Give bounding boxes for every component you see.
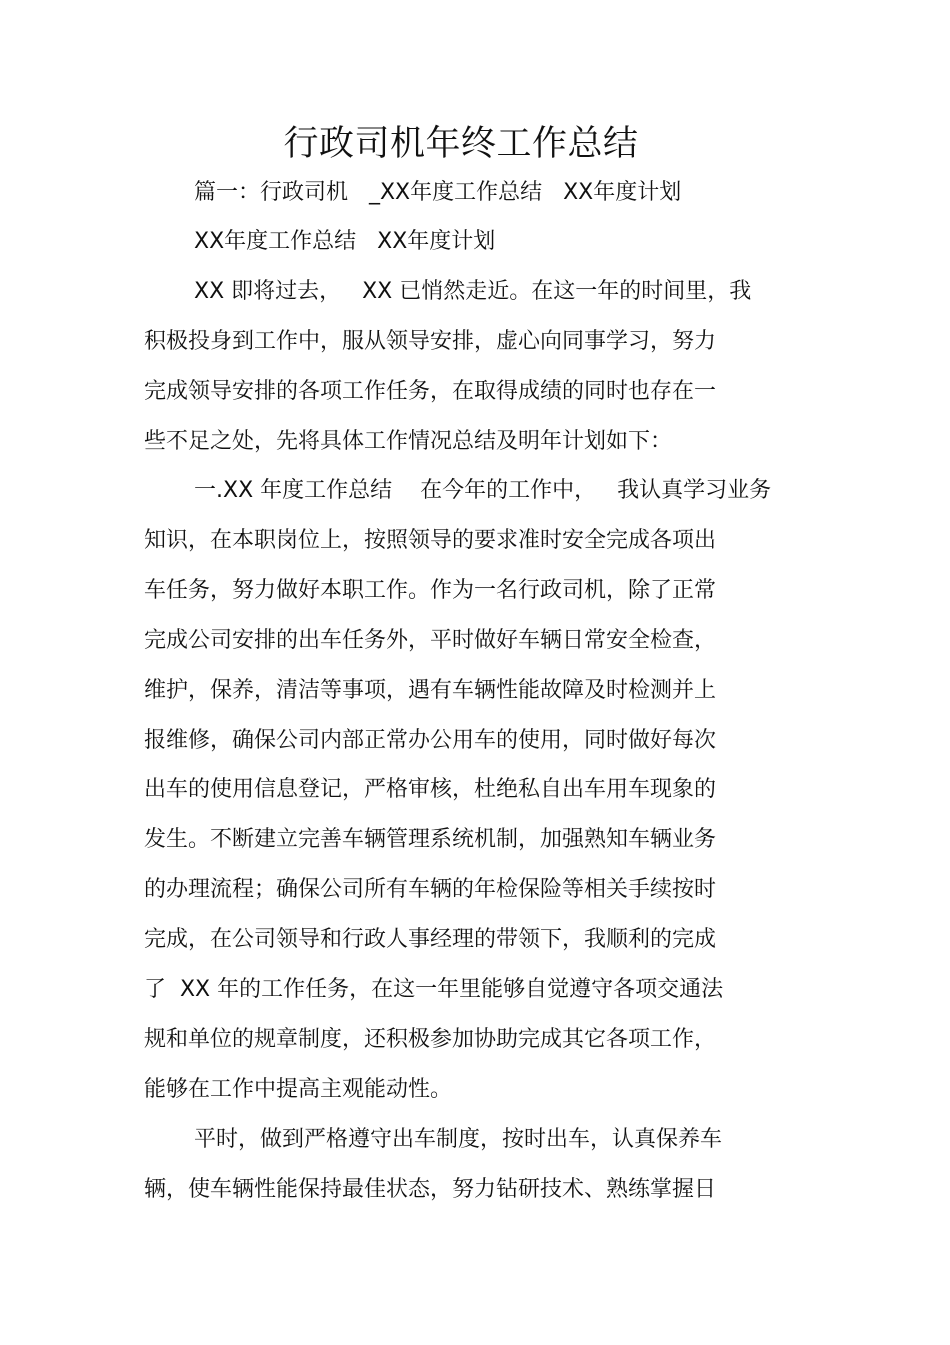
paragraph-line: 出车的使用信息登记，严格审核，杜绝私自出车用车现象的 (144, 777, 717, 802)
paragraph-line: 些不足之处，先将具体工作情况总结及明年计划如下： (144, 429, 673, 454)
paragraph-line: 的办理流程；确保公司所有车辆的年检保险等相关手续按时 (144, 877, 717, 902)
paragraph-line: 了 XX 年的工作任务，在这一年里能够自觉遵守各项交通法 (144, 977, 724, 1002)
paragraph-line: 积极投身到工作中，服从领导安排，虚心向同事学习，努力 (144, 329, 717, 354)
paragraph-line: 一.XX 年度工作总结 在今年的工作中， 我认真学习业务 (194, 478, 772, 503)
paragraph-line: 能够在工作中提高主观能动性。 (144, 1077, 453, 1102)
paragraph-line: 车任务，努力做好本职工作。作为一名行政司机，除了正常 (144, 578, 717, 603)
subtitle-line: XX年度工作总结 XX年度计划 (194, 229, 496, 254)
paragraph-line: 维护，保养，清洁等事项，遇有车辆性能故障及时检测并上 (144, 678, 717, 703)
paragraph-line: 知识，在本职岗位上，按照领导的要求准时安全完成各项出 (144, 528, 717, 553)
paragraph-line: 报维修，确保公司内部正常办公用车的使用，同时做好每次 (144, 728, 717, 753)
subtitle-line: 篇一：行政司机 _XX年度工作总结 XX年度计划 (194, 180, 682, 205)
document-title: 行政司机年终工作总结 (283, 124, 639, 164)
paragraph-line: XX 即将过去， XX 已悄然走近。在这一年的时间里，我 (194, 279, 752, 304)
paragraph-line: 规和单位的规章制度，还积极参加协助完成其它各项工作， (144, 1027, 717, 1052)
paragraph-line: 辆，使车辆性能保持最佳状态，努力钻研技术、熟练掌握日 (144, 1177, 717, 1202)
paragraph-line: 完成，在公司领导和行政人事经理的带领下，我顺利的完成 (144, 927, 717, 952)
paragraph-line: 完成领导安排的各项工作任务，在取得成绩的同时也存在一 (144, 379, 717, 404)
paragraph-line: 完成公司安排的出车任务外，平时做好车辆日常安全检查， (144, 628, 717, 653)
paragraph-line: 平时，做到严格遵守出车制度，按时出车，认真保养车 (194, 1127, 723, 1152)
paragraph-line: 发生。不断建立完善车辆管理系统机制，加强熟知车辆业务 (144, 827, 717, 852)
